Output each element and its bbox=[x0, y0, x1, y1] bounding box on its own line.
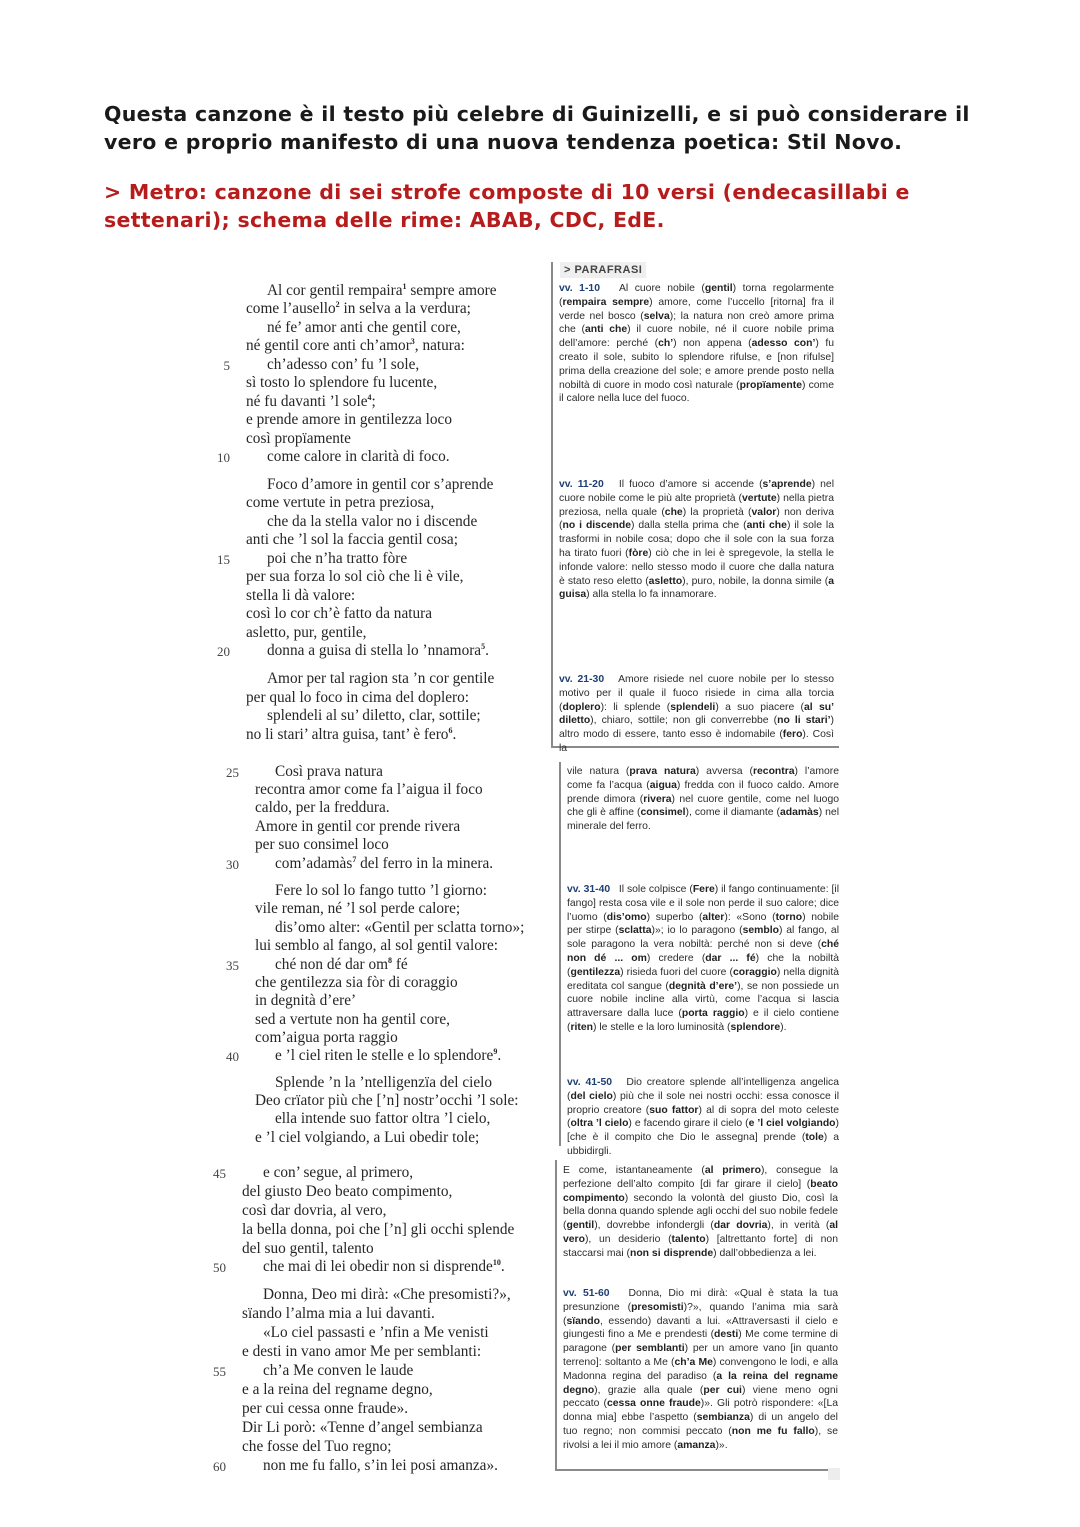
verse: sed a vertute non ha gentil core, bbox=[255, 1011, 450, 1028]
verse: che gentilezza sia fòr di coraggio bbox=[255, 974, 458, 991]
parafrasi-block: vv. 41-50 Dio creatore splende all’intelligenza angelica (del cielo) più che il sole nei nostri occhi: essa conosce il proprio creatore (suo fattor) al di sopra del moto celeste (oltra ’l cielo) e facendo girare il cielo (e ’l ciel volgiando) [che è il compito che Dio le assegna] prende (tole) a ubbidirgli. bbox=[567, 1077, 840, 1157]
verse: Amor per tal ragion sta ’n cor gentile bbox=[267, 670, 495, 687]
verse: per qual lo foco in cima del doplero: bbox=[246, 689, 470, 706]
verse: che fosse del Tuo regno; bbox=[242, 1438, 392, 1455]
verse: no li stari’ altra guisa, tant’ è fero$^6$. bbox=[246, 725, 457, 743]
line-number: 20 bbox=[217, 644, 230, 659]
verse: anti che ’l sol la faccia gentil cosa; bbox=[246, 531, 458, 548]
verse: Splende ’n la ’ntelligenzïa del cielo bbox=[275, 1074, 493, 1091]
parafrasi-block: vv. 31-40 Il sole colpisce (Fere) il fango continuamente: [il fango] resta cosa vile e il sole non perde il suo calore; dice l’uomo (dis’omo) superbo (alter): «Sono (torno) nobile per stirpe (sclatta)»; io lo paragono (semblo) al fango, al sole paragono la vera nobiltà: perché non si deve (ché non dé ... om) credere (dar ... fé) che la nobiltà (gentilezza) risieda fuori del cuore (coraggio) nella dignità ereditata col sangue (degnità d’ere’), se non possiede un cuore nobile incline alla virtù, come l’acqua si lascia attraversare dalla luce (porta raggio) e il cielo contiene (riten) le stelle e la loro luminosità (splendore). bbox=[567, 884, 840, 1033]
gray-marker bbox=[828, 1468, 840, 1480]
verse: ch’adesso con’ fu ’l sole, bbox=[267, 356, 420, 373]
verse: ché non dé dar $om^8$ fé bbox=[275, 955, 408, 973]
verse: com’aigua porta raggio bbox=[255, 1029, 398, 1046]
verse: così propïamente bbox=[246, 430, 351, 447]
verse: né fe’ amor anti che gentil core, bbox=[267, 319, 461, 336]
verse: e con’ segue, al primero, bbox=[263, 1164, 414, 1181]
metro-paragraph: > Metro: canzone di sei strofe composte di 10 versi (endecasillabi e settenari); schema delle rime: ABAB, CDC, EdE. bbox=[104, 180, 910, 232]
verse: per suo consimel loco bbox=[255, 836, 389, 853]
line-number: 25 bbox=[226, 765, 239, 780]
parafrasi-block: vv. 1-10 Al cuore nobile (gentil) torna regolarmente (rempaira sempre) amore, come l’uccello [ritorna] fra il verde nel bosco (selva); la natura non creò amore prima che (anti che) il cuore nobile, né il cuore nobile prima dell’amore: perché (ch’) non appena (adesso con’) fu creato il sole, subito lo splendore rifulse, e [non rifulse] prima della creazione del sole; e amore prende posto nella nobiltà di cuore in modo così naturale (propïamente) come il calore nella luce del fuoco. bbox=[559, 283, 835, 405]
verse: e a la reina del regname degno, bbox=[242, 1381, 433, 1398]
parafrasi-rule bbox=[555, 1469, 838, 1471]
verse: del suo gentil, talento bbox=[242, 1240, 374, 1257]
parafrasi-block: vv. 21-30 Amore risiede nel cuore nobile per lo stesso motivo per il quale il fuoco risiede in cima alla torcia (doplero): li splende (splendeli) a suo piacere (al su’ diletto), chiaro, sottile; non gli converrebbe (no li stari’) altro modo di essere, tanto esso è indomabile (fero). Così la bbox=[559, 674, 835, 754]
verse: Donna, Deo mi dirà: «Che presomisti?», bbox=[263, 1286, 511, 1303]
line-number: 55 bbox=[213, 1364, 226, 1379]
verse: del giusto Deo beato compimento, bbox=[242, 1183, 453, 1200]
verse: Amore in gentil cor prende rivera bbox=[255, 818, 461, 835]
verse: Così prava natura bbox=[275, 763, 383, 780]
verse: e ’l ciel riten le stelle e lo splendore$^9$. bbox=[275, 1046, 502, 1064]
verse: come calore in clarità di foco. bbox=[267, 448, 450, 465]
verse: Al cor gentil rempaira$^1$ sempre amore bbox=[267, 281, 497, 299]
line-number: 60 bbox=[213, 1459, 226, 1474]
parafrasi-heading: > PARAFRASI bbox=[560, 262, 646, 278]
verse: e prende amore in gentilezza loco bbox=[246, 411, 452, 428]
verse: per sua forza lo sol ciò che li è vile, bbox=[246, 568, 464, 585]
verse: recontra amor come fa l’aigua il foco bbox=[255, 781, 483, 798]
line-number: 30 bbox=[226, 857, 239, 872]
verse: lui semblo al fango, al sol gentil valore: bbox=[255, 937, 498, 954]
intro-paragraph: Questa canzone è il testo più celebre di Guinizelli, e si può considerare il vero e proprio manifesto di una nuova tendenza poetica: Stil Novo. bbox=[104, 102, 970, 154]
verse: e desti in vano amor Me per semblanti: bbox=[242, 1343, 482, 1360]
verse: asletto, pur, gentile, bbox=[246, 624, 367, 641]
verse: Dir Li porò: «Tenne d’angel sembianza bbox=[242, 1419, 483, 1436]
verse: caldo, per la freddura. bbox=[255, 799, 390, 816]
verse: ella intende suo fattor oltra ’l cielo, bbox=[275, 1110, 491, 1127]
verse: né gentil core anti ch’amor$^3$, natura: bbox=[246, 336, 465, 354]
verse: e ’l ciel volgiando, a Lui obedir tole; bbox=[255, 1129, 480, 1146]
verse: com’adamàs$^7$ del ferro in la minera. bbox=[275, 854, 494, 872]
verse: che mai di lei obedir non si disprende$^{10}$. bbox=[263, 1257, 505, 1275]
verse: come vertute in petra preziosa, bbox=[246, 494, 435, 511]
line-number: 15 bbox=[217, 552, 230, 567]
verse: donna a guisa di stella lo ’nnamora$^5$. bbox=[267, 641, 489, 659]
parafrasi-block: vv. 51-60 Donna, Dio mi dirà: «Qual è stata la tua presunzione (presomisti)?», quando l’anima mia sarà (sïando, essendo) davanti a lui. «Attraversasti il cielo e giungesti fino a Me e prendesti (desti) Me come termine di paragone (per semblanti) per un amore vano [in quanto terreno]: soltanto a Me (ch’a Me) convengono le lodi, e alla Madonna regina del paradiso (a la reina del regname degno), grazie alla quale (per cui) viene meno ogni peccato (cessa onne fraude)». Gli potrò rispondere: «[La donna mia] ebbe l’aspetto (sembianza) di un angelo del tuo regno; non commisi peccato (non me fu fallo), se rivolsi a lei il mio amore (amanza)». bbox=[563, 1288, 839, 1451]
verse: Fere lo sol lo fango tutto ’l giorno: bbox=[275, 882, 488, 899]
verse: così dar dovria, al vero, bbox=[242, 1202, 387, 1219]
verse: stella li dà valore: bbox=[246, 587, 356, 604]
verse: Foco d’amore in gentil cor s’aprende bbox=[267, 476, 494, 493]
verse: sïando l’alma mia a lui davanti. bbox=[242, 1305, 435, 1322]
verse: Deo crïator più che [’n] nostr’occhi ’l sole: bbox=[255, 1092, 519, 1109]
line-number: 5 bbox=[223, 358, 230, 373]
verse: splendeli al su’ diletto, clar, sottile; bbox=[267, 707, 481, 724]
verse: vile reman, né ’l sol perde calore; bbox=[255, 900, 461, 917]
parafrasi-block: vv. 11-20 Il fuoco d’amore si accende (s’aprende) nel cuore nobile come le più alte proprietà (vertute) nella pietra preziosa, nella quale (che) la proprietà (valor) non deriva (no i discende) dalla stella prima che (anti che) il sole la trasformi in nobile cosa; dopo che il sole con la sua forza ha tirato fuori (fòre) ciò che in lei è spregevole, la stella le infonde valore: nello stesso modo il cuore che dalla natura è stato reso eletto (asletto), puro, nobile, la donna simile (a guisa) alla stella lo fa innamorare. bbox=[559, 479, 835, 601]
verse: poi che n’ha tratto fòre bbox=[267, 550, 408, 567]
verse: come l’ausello$^2$ in selva a la verdura; bbox=[246, 299, 471, 317]
verse: sì tosto lo splendore fu lucente, bbox=[246, 374, 438, 391]
verse: così lo cor ch’è fatto da natura bbox=[246, 605, 433, 622]
line-number: 35 bbox=[226, 958, 239, 973]
verse: «Lo ciel passasti e ’nfin a Me venisti bbox=[263, 1324, 489, 1341]
verse: per cui cessa onne fraude». bbox=[242, 1400, 409, 1417]
verse: ch’a Me conven le laude bbox=[263, 1362, 414, 1379]
verse: in degnità d’ere’ bbox=[255, 992, 357, 1009]
verse: la bella donna, poi che [’n] gli occhi splende bbox=[242, 1221, 515, 1238]
verse: che da la stella valor no i discende bbox=[267, 513, 478, 530]
line-number: 10 bbox=[217, 450, 230, 465]
parafrasi-block: vile natura (prava natura) avversa (recontra) l’amore come fa l’acqua (aigua) fredda con il fuoco caldo. Amore prende dimora (rivera) nel cuore gentile, come nel luogo che gli è affine (consimel), come il diamante (adamàs) nel minerale del ferro. bbox=[567, 766, 840, 833]
line-number: 50 bbox=[213, 1260, 226, 1275]
verse: né fu davanti ’l sole$^4$; bbox=[246, 392, 376, 410]
line-number: 45 bbox=[213, 1166, 226, 1181]
verse: dis’omo alter: «Gentil per sclatta torno»; bbox=[275, 919, 525, 936]
line-number: 40 bbox=[226, 1049, 239, 1064]
verse: non me fu fallo, s’in lei posi amanza». bbox=[263, 1457, 498, 1474]
parafrasi-block: E come, istantaneamente (al primero), consegue la perfezione dell’alto compito [di far girare il cielo] (beato compimento) secondo la volontà del giusto Dio, così la bella donna quando splende agli occhi del suo nobile fedele (gentil), dovrebbe infondergli (dar dovria), in verità (al vero), un desiderio (talento) [altrettanto forte] di non staccarsi mai (non si disprende) dall’obbedienza a lei. bbox=[563, 1165, 838, 1259]
